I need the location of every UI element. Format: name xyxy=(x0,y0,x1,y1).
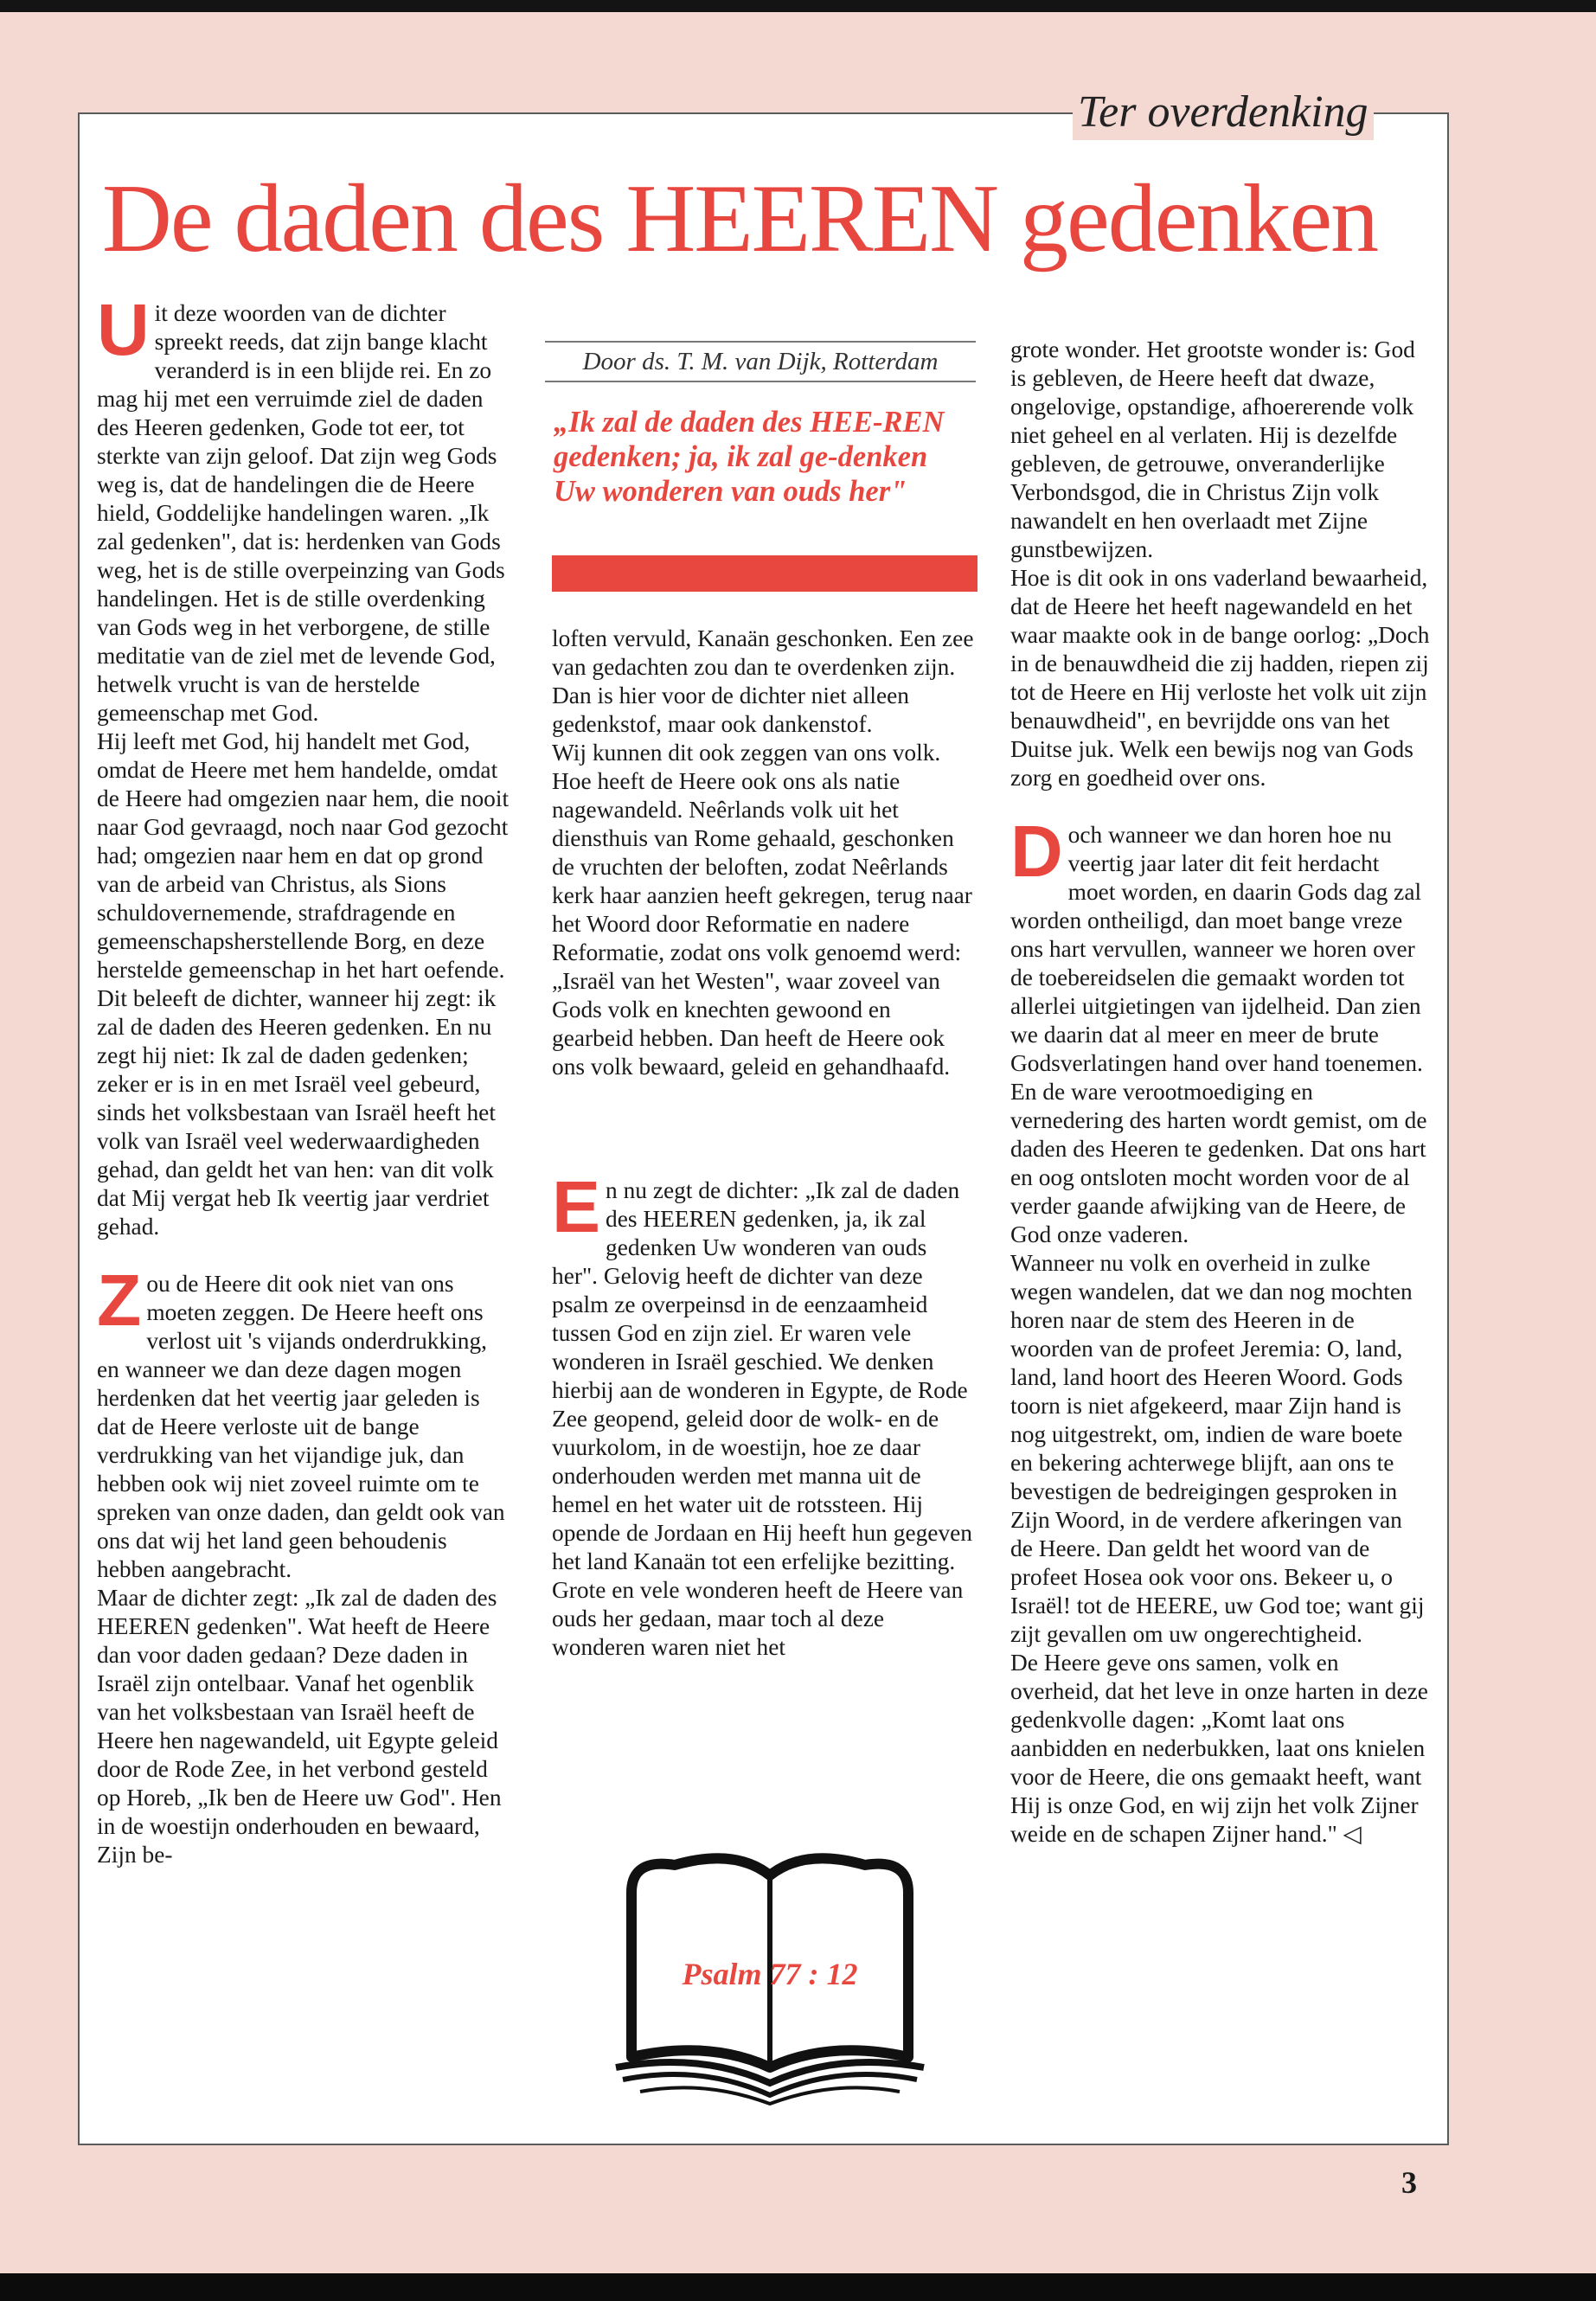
column-3 xyxy=(1010,336,1430,1849)
accent-bar xyxy=(552,555,977,592)
top-border xyxy=(0,0,1596,12)
paragraph: Hoe is dit ook in ons vaderland bewaarheid, dat de Heere het heeft nagewandeld en het waar maakte ook in de bange oorlog: „Doch in de benauwdheid die zij hadden, riepen zij tot de Heere en Hij verloste het volk uit zijn benauwdheid", en bevrijdde ons van het Duitse juk. Welk een bewijs nog van Gods zorg en goedheid over ons. xyxy=(1010,565,1430,791)
drop-cap: D xyxy=(1010,811,1063,892)
paragraph: Hij leeft met God, hij handelt met God, omdat de Heere met hem handelde, omdat de Heere had omgezien naar hem, die nooit naar God gevraagd, noch naar God gezocht had; omgezien naar hem en dat op grond van de arbeid van Christus, als Sions schuldovernemende, strafdragende en gemeenschapsherstellende Borg, en deze herstelde gemeenschap in het hart oefende. Dit beleeft de dichter, wanneer hij zegt: ik zal de daden des Heeren gedenken. En nu zegt hij niet: Ik zal de daden gedenken; zeker er is in en met Israël veel gebeurd, sinds het volksbestaan van Israël heeft het volk van Israël veel wederwaardigheden gehad, dan geldt het van hen: van dit volk dat Mij vergat heb Ik veertig jaar verdriet gehad. xyxy=(97,728,510,1240)
paragraph: loften vervuld, Kanaän geschonken. Een zee van gedachten zou dan te overdenken zijn. Dan is hier voor de dichter niet alleen gedenkstof, maar ook dankenstof. xyxy=(552,625,974,737)
bottom-border xyxy=(0,2273,1596,2301)
paragraph xyxy=(552,1166,976,1576)
pull-quote: „Ik zal de daden des HEE-REN gedenken; ja, ik zal ge-denken Uw wonderen van ouds her" xyxy=(554,406,945,508)
article-title: De daden des HEEREN gedenken xyxy=(102,165,1378,272)
drop-cap: E xyxy=(552,1166,601,1247)
psalm-reference: Psalm 77 : 12 xyxy=(682,1957,858,1991)
author-byline: Door ds. T. M. van Dijk, Rotterdam xyxy=(545,341,976,382)
section-kicker: Ter overdenking xyxy=(1073,85,1374,140)
paragraph xyxy=(97,1259,510,1584)
paragraph-text: ou de Heere dit ook niet van ons moeten zeggen. De Heere heeft ons verlost uit 's vijands onderdrukking, en wanneer we dan deze dagen mogen herdenken dat het veertig jaar geleden is dat de Heere verloste uit de bange verdrukking van het vijandige juk, dan hebben ook wij niet zoveel ruimte om te spreken van onze daden, dan geldt ook van ons dat wij het land geen behoudenis hebben aangebracht. xyxy=(97,1271,505,1582)
drop-cap: Z xyxy=(97,1259,142,1341)
paragraph: En de ware verootmoediging en vernedering des harten wordt gemist, om de daden des Heeren te gedenken. Dat ons hart en oog ontsloten mocht worden voor de al verder gaande afwijking van de Heere, de God onze vaderen. xyxy=(1010,1079,1427,1247)
kicker-rule xyxy=(900,112,1081,114)
paragraph: Grote en vele wonderen heeft de Heere van ouds her gedaan, maar toch al deze wonderen waren niet het xyxy=(552,1577,964,1660)
drop-cap: U xyxy=(97,289,150,370)
column-2-bottom xyxy=(552,1166,976,1662)
paragraph: Wij kunnen dit ook zeggen van ons volk. Hoe heeft de Heere ook ons als natie nagewandeld. Neêrlands volk uit het diensthuis van Rome gehaald, geschonken de vruchten der beloften, zodat Neêrlands kerk haar aanzien heeft gekregen, terug naar het Woord door Reformatie en nadere Reformatie, zodat ons volk genoemd werd: „Israël van het Westen", waar zoveel van Gods volk en knechten gewoond en gearbeid hebben. Dan heeft de Heere ook ons volk bewaard, geleid en gehandhaafd. xyxy=(552,740,972,1080)
column-2-top xyxy=(552,625,976,1081)
page-number: 3 xyxy=(1401,2165,1417,2200)
paragraph: grote wonder. Het grootste wonder is: God is gebleven, de Heere heeft dat dwaze, ongelovige, opstandige, afhoererende volk niet geheel en al verlaten. Hij is dezelfde gebleven, de getrouwe, onveranderlijke Verbondsgod, die in Christus Zijn volk nawandelt en hen overlaadt met Zijne gunstbewijzen. xyxy=(1010,336,1415,562)
paragraph: De Heere geve ons samen, volk en overheid, dat het leve in onze harten in deze gedenkvolle dagen: „Komt laat ons aanbidden en nederbukken, laat ons knielen voor de Heere, die ons gemaakt heeft, want Hij is onze God, en wij zijn het volk Zijner weide en de schapen Zijner hand." ◁ xyxy=(1010,1650,1428,1847)
paragraph: Wanneer nu volk en overheid in zulke wegen wandelen, dat we dan nog mochten horen naar de stem des Heeren in de woorden van de profeet Jeremia: O, land, land, land hoort des Heeren Woord. Gods toorn is niet afgekeerd, maar Zijn hand is nog uitgestrekt, om, indien de ware boete en bekering achterwege blijft, aan ons te bevestigen de bedreigingen gesproken in Zijn Woord, in de verdere afkeringen van de Heere. Dan geldt het woord van de profeet Hosea ook voor ons. Bekeer u, o Israël! tot de HEERE, uw God toe; want gij zijt gevallen om uw ongerechtigheid. xyxy=(1010,1250,1425,1647)
column-1 xyxy=(97,289,510,1869)
paragraph-text: n nu zegt de dichter: „Ik zal de daden des HEEREN gedenken, ja, ik zal gedenken Uw wonderen van ouds her". Gelovig heeft de dichter van deze psalm ze overpeinsd in de eenzaamheid tussen God en zijn ziel. Er waren vele wonderen in Israël geschied. We denken hierbij aan de wonderen in Egypte, de Rode Zee geopend, geleid door de wolk- en de vuurkolom, in de woestijn, hoe ze daar onderhouden werden met manna uit de hemel en het water uit de rotssteen. Hij opende de Jordaan en Hij heeft hun gegeven het land Kanaän tot een erfelijke bezitting. xyxy=(552,1177,972,1574)
paragraph xyxy=(1010,811,1430,1078)
paragraph xyxy=(97,289,510,727)
paragraph-text: it deze woorden van de dichter spreekt reeds, dat zijn bange klacht veranderd is in een blijde rei. En zo mag hij met een verruimde ziel de daden des Heeren gedenken, Gode tot eer, tot sterkte van zijn geloof. Dat zijn weg Gods weg is, dat de handelingen die de Heere hield, Goddelijke handelingen waren. „Ik zal gedenken", dat is: herdenken van Gods weg, het is de stille overpeinzing van Gods handelingen. Het is de stille overdenking van Gods weg in het verborgene, de stille meditatie van de ziel met de levende God, hetwelk vrucht is van de herstelde gemeenschap met God. xyxy=(97,300,505,726)
paragraph: Maar de dichter zegt: „Ik zal de daden des HEEREN gedenken". Wat heeft de Heere dan voor daden gedaan? Deze daden in Israël zijn ontelbaar. Vanaf het ogenblik van het volksbestaan van Israël heeft de Heere hen nagewandeld, uit Egypte geleid door de Rode Zee, in het verbond gesteld op Horeb, „Ik ben de Heere uw God". Hen in de woestijn onderhouden en bewaard, Zijn be- xyxy=(97,1585,502,1868)
paragraph-text: och wanneer we dan horen hoe nu veertig jaar later dit feit herdacht moet worden, en daarin Gods dag zal worden ontheiligd, dan moet bange vreze ons hart vervullen, wanneer we horen over de toebereidselen die gemaakt worden tot allerlei uitgietingen van ijdelheid. Dan zien we daarin dat al meer en meer de brute Godsverlatingen hand over hand toenemen. xyxy=(1010,822,1423,1076)
